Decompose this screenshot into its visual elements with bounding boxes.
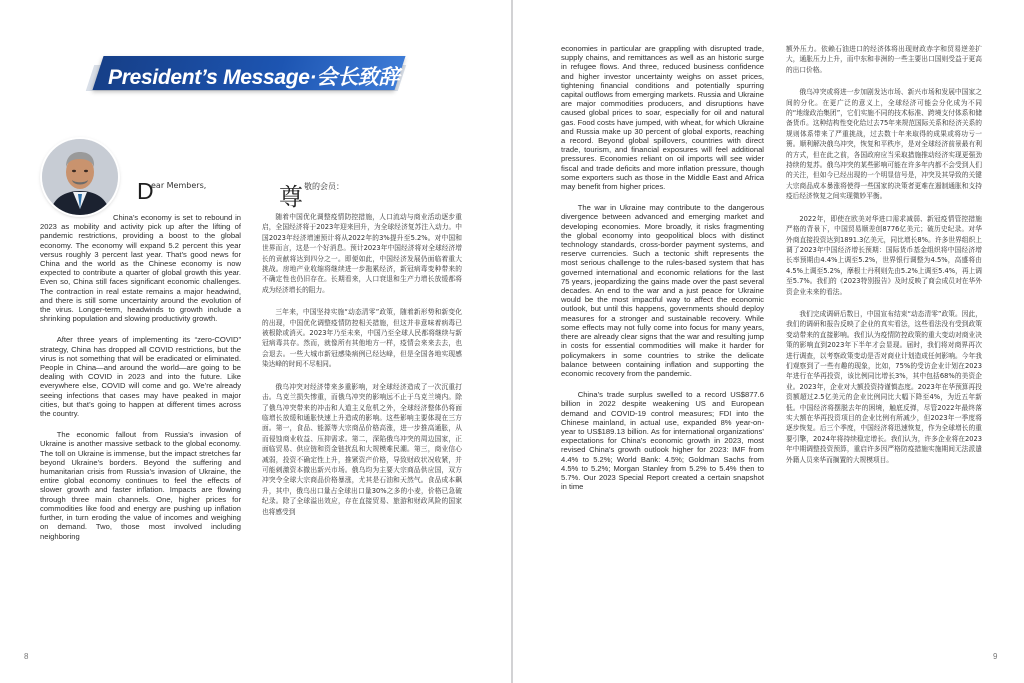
paragraph: 三年来，中国坚持实施“动态清零”政策，随着新形势和新变化的出现，中国优化调整疫情防控相关措施，但这并非意味着病毒已被根除或消灭。2023年乃至未来，中国乃至全球人民都将继续与新冠病毒共存。然而，就像所有其他地方一样，疫情会来来去去，也会退去。一些大城市新冠感染病例已经达峰，但是全国各地实现感染达峰的时间不尽相同。 [262,308,462,369]
page-number: 8 [24,652,29,661]
paragraph: 2022年，即使在欧美对华进口需求减弱、新冠疫情管控措施严格的背景下，中国贸易顺差创8776亿美元；破历史纪录。对华外商直接投资达到1891.3亿美元，同比增长8%。许多世界组织上调了2023年中国经济增长预期：国际货币基金组织将中国经济增长率预期由4.4%上调至5.2%，世界银行调整为4.5%，高盛将由4.5%上调至5.2%，摩根士丹利则先由5.2%上调至5.4%，再上调至5.7%。我们的《2023特别报告》及时反映了商会成员对在华外资企业未来的看法。 [786,214,982,296]
paragraph: 我们完成调研后数日，中国宣布结束“动态清零”政策。因此，我们的调研和报告反映了企业的真实看法，这些看法没有受到政策变动带来的直接影响。我们认为疫情防控政策的重大变动对商业决策的影响直到2023年下半年才会显现。届时，我们将对商界再次进行调查，以考察政策变动是否对商业计划造成任何影响。今年我们观察到了一些有趣的现象，比如，75%的受访企业计划在2023年进行在华再投资，该比例同比增长3%，其中包括68%的美资企业。2023年，企业对大额投资持谨慎态度。2023年在华预算再投资额超过2.5亿美元的企业比例同比大幅下降至4%，为近五年新低。中国经济将摆脱去年的困境，触底反弹，尽管2022年最终落实大额在华再投资项目的企业比例有所减少，但2023年一季度将逐步恢复。后三个季度，中国经济将迅速恢复，作为全球增长的重要引擎，2024年将持续稳定增长。我们认为，许多企业将在2023年中期调整投资预算，重启许多因严格防疫措施实施期间无法派遣外籍人员来华而搁置的大规模项目。 [786,309,982,464]
chinese-column-left [262,212,462,652]
section-banner [86,52,404,100]
right-page [513,0,1024,683]
paragraph: 俄乌冲突或将进一步加剧发达市场、新兴市场和发展中国家之间的分化。在更广泛的意义上，全球经济可能会分化成为不同的“地缘政治集团”，它们实施不同的技术标准、跨境支付体系和储备货币。这种结构性变化给过去75年来规范国际关系和经济关系的规则体系带来了严重挑战，过去数十年来取得的成果或将功亏一篑。顺利解决俄乌冲突，恢复和平秩序，是对全球经济前景最有利的方式，但在此之前，各国政府应当采取措施推动经济实现更强劲持续的复苏。俄乌冲突的某些影响可能在许多年内都不会受到人们的关注，但如今已经出现的一个明显信号是，冲突及其导致的关键大宗商品成本暴涨将使得一些国家的决策者更难在遏制通胀和支持疫后经济恢复之间实现微妙平衡。 [786,88,982,201]
salutation-cn-dropcap: 尊 [279,183,303,211]
president-portrait [42,139,118,215]
paragraph: 俄乌冲突对经济带来多重影响，对全球经济造成了一次沉重打击。乌克兰损失惨重，而俄乌冲突的影响远不止于乌克兰境内。除了俄乌冲突带来的冲击和人道主义危机之外，全球经济整体仍将面临增长放缓和通胀快速上升造成的影响。这些影响主要体现在三方面。第一，食品、能源等大宗商品价格高涨，进一步推高通胀，从而侵蚀商业收益、压抑需求。第二，深陷俄乌冲突的周边国家，正面临贸易、供应链和资金链扰乱和大规模难民潮。第三，商业信心减弱，投资不确定性上升，推紧资产价格，导致财政状况收紧，并可能刺激资本撤出新兴市场。俄乌均为主要大宗商品供应国，双方冲突令全球大宗商品价格暴涨，尤其是石油和天然气。食品成本飙升，其中，俄乌出口量占全球出口量30%之多的小麦，价格已急破纪录。除了全球溢出效应，存在直接贸易、旅游和财政风险的国家也将感受到 [262,382,462,516]
page-title: President’s Message·会长致辞 [108,66,400,89]
paragraph: The economic fallout from Russia’s invasion of Ukraine is another massive setback to the global economy. The toll on Ukraine is immense, but the impact stretches far beyond Ukraine’s borders. Beyond the suffering and humanitarian crisis from Russia’s invasion of Ukraine, the entire global economy continues to feel the effects of slower growth and faster inflation. Impacts are flowing through three main channels. One, higher prices for commodities like food and energy are pushing up inflation further, in turn eroding the value of incomes and weighing on demand. Two, those most involved including neighboring [40,430,241,541]
chinese-column-right [786,44,982,654]
paragraph: China’s trade surplus swelled to a record US$877.6 billion in 2022 despite weakening US and European demand and COVID-19 control measures; FDI into the Chinese mainland, in actual use, expanded 8% year-on-year to US$189.13 billion. As for international organizations’ expectations for China’s economic growth in 2023, most revised China’s growth outlook higher for 2023: IMF from 4.4% to 5.2%; World Bank: 4.5%; Goldman Sachs from 4.5% to 5.2%; Morgan Stanley from 5.2% to 5.4% then to 5.7%. Our 2023 Special Report created a certain snapshot in time [561,390,764,492]
paragraph: economies in particular are grappling with disrupted trade, supply chains, and remittances as well as an historic surge in refugee flows. And three, reduced business confidence and higher investor uncertainty weighs on asset prices, tightening financial conditions and potentially spurring capital outflows from emerging markets. Russia and Ukraine are major commodities producers, and disruptions have caused global prices to soar, especially for oil and natural gas. Food costs have jumped, with wheat, for which Ukraine and Russia make up 30 percent of global exports, reaching a record. Beyond global spillovers, countries with direct trade, tourism, and financial exposures will feel additional pressures. Economies reliant on oil imports will see wider fiscal and trade deficits and more inflation pressure, though some exporters such as those in the Middle East and Africa may benefit from higher prices. [561,44,764,192]
paragraph: 额外压力。依赖石油进口的经济体将出现财政赤字和贸易逆差扩大，通胀压力上升，而中东和非洲的一些主要出口国则受益于更高的出口价格。 [786,45,982,74]
paragraph: 随着中国优化调整疫情防控措施，人口流动与商业活动逐步重启，全国经济将于2023年迎来回升，为全球经济复苏注入动力。中国2023年经济增速预计将从2022年的3%提升至5.2%。对中国和世界而言，这是一个好消息。预计2023年中国经济将对全球经济增长的贡献将达到四分之一。即便如此，中国经济发展仍面临着重大挑战。房地产业收缩将继续进一步拖累经济，新冠病毒变种带来的不确定性也仍旧存在。长期看来，人口衰退和生产力增长放缓都将成为经济增长的阻力。 [262,213,462,294]
english-column-right [561,44,764,654]
paragraph: China’s economy is set to rebound in 2023 as mobility and activity pick up after the lifting of pandemic restrictions, providing a boost to the global economy. The economy will expand 5.2 percent this year versus roughly 3 percent last year. That’s good news for China and the world as the Chinese economy is now expected to contribute a quarter of global growth this year. Even so, China still faces significant economic challenges. The contraction in real estate remains a major headwind, and there is still some uncertainty around the evolution of the virus. Longer-term, headwinds to growth include a shrinking population and slowing productivity growth. [40,213,241,324]
paragraph: The war in Ukraine may contribute to the dangerous divergence between advanced and emerging market and developing economies. More broadly, it risks fragmenting the global economy into geopolitical blocs with distinct technology standards, cross-border payment systems, and reserve currencies. Such a tectonic shift represents the most serious challenge to the rules-based system that has governed international and economic relations for the last 75 years, jeopardizing the gains made over the past several decades. An end to the war and a just peace for Ukraine would be the most impactful way to affect the economic outlook, but until this happens, governments should deploy measures for a stronger and sustainable recovery. While some effects may not fully come into focus for many years, there are already clear signs that the war and resulting jump in costs for essential commodities will make it harder for policymakers in some countries to strike the delicate balance between containing inflation and supporting the economic recovery from the pandemic. [561,203,764,378]
english-column-left [40,213,241,653]
left-page [0,0,511,683]
salutation-dropcap: D [137,178,154,204]
paragraph: After three years of implementing its “zero-COVID” strategy, China has dropped all COVID restrictions, but the virus is not something that will be eradicated or eliminated. People in China—and around the world—are going to be dealing with COVID in 2023 and into the future. Like everywhere else, COVID will come and go. We’re already seeing infections that cases may have peaked in major cities, but that’s going to happen at different times across the country. [40,335,241,419]
salutation-cn: 敬的会员： [304,182,344,191]
salutation-en: ear Members, [151,181,207,190]
page-number: 9 [993,652,998,661]
